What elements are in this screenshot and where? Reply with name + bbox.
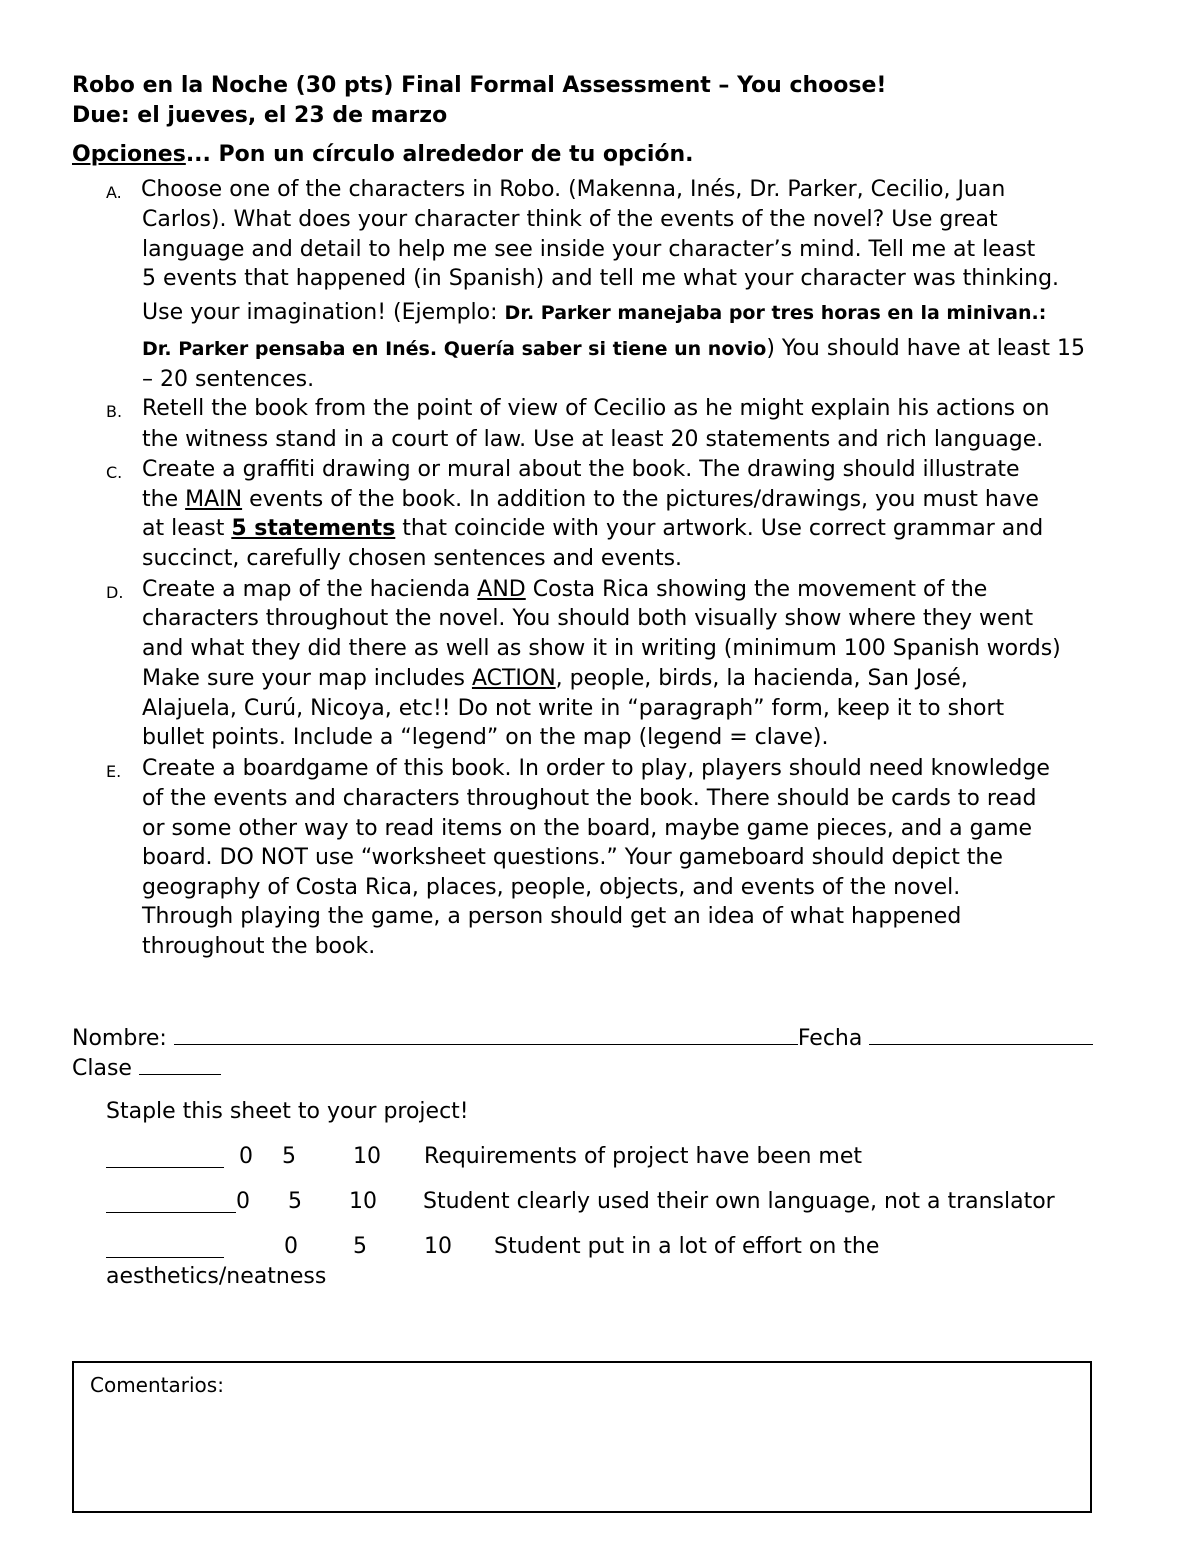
option-b-letter: B. [106, 402, 123, 421]
option-e-line: throughout the book. [142, 934, 376, 959]
option-d-letter: D. [106, 583, 124, 602]
option-b-line: the witness stand in a court of law. Use at least 20 statements and rich language. [142, 427, 1044, 452]
option-a-example-line [142, 336, 1085, 362]
option-d-line [142, 577, 987, 603]
option-d-line: bullet points. Include a “legend” on the map (legend = clave). [142, 725, 829, 750]
score-field[interactable] [106, 1237, 224, 1258]
rubric-criterion: Student put in a lot of effort on the [494, 1234, 880, 1259]
option-e-letter: E. [106, 762, 122, 781]
option-c-line [142, 487, 1039, 513]
option-a-line: – 20 sentences. [142, 367, 315, 392]
class-field[interactable] [139, 1054, 221, 1075]
option-d-line: Alajuela, Curú, Nicoya, etc!! Do not write in “paragraph” form, keep it to short [142, 696, 1005, 721]
options-instruction-text: ... Pon un círculo alrededor de tu opción. [185, 142, 694, 167]
option-c-line: Create a graffiti drawing or mural about the book. The drawing should illustrate [142, 457, 1020, 482]
option-a-line: Choose one of the characters in Robo. (Makenna, Inés, Dr. Parker, Cecilio, Juan [141, 177, 1006, 202]
option-e-line: Create a boardgame of this book. In order to play, players should need knowledge [142, 756, 1050, 781]
option-a-example-line [142, 300, 1046, 326]
option-e-line: geography of Costa Rica, places, people, objects, and events of the novel. [142, 875, 961, 900]
option-d-text: Create a map of the hacienda [142, 577, 478, 602]
option-d-line [142, 666, 968, 692]
option-e-line: or some other way to read items on the board, maybe game pieces, and a game [142, 816, 1033, 841]
option-d-line: and what they did there as well as show it in writing (minimum 100 Spanish words) [142, 636, 1061, 661]
class-label: Clase [72, 1056, 139, 1081]
options-instruction [72, 142, 694, 168]
date-field[interactable] [869, 1024, 1093, 1045]
option-a-line: Carlos). What does your character think of the events of the novel? Use great [142, 207, 998, 232]
options-heading: Opciones [72, 142, 186, 167]
score-option-0: 0 [284, 1234, 298, 1259]
rubric-criterion: Requirements of project have been met [424, 1144, 863, 1169]
option-c-text: the [142, 487, 186, 512]
class-row [72, 1054, 221, 1082]
rubric-criterion-continued: aesthetics/neatness [106, 1264, 327, 1289]
score-option-0: 0 [236, 1189, 250, 1214]
score-option-10: 10 [424, 1234, 452, 1259]
option-d-text: Costa Rica showing the movement of the [525, 577, 988, 602]
score-option-0: 0 [239, 1144, 253, 1169]
option-c-text: at least [142, 516, 232, 541]
option-d-line: characters throughout the novel. You should both visually show where they went [142, 606, 1034, 631]
option-c-text: that coincide with your artwork. Use correct grammar and [395, 516, 1044, 541]
option-c-statements-emphasis: 5 statements [231, 516, 396, 541]
option-b-line: Retell the book from the point of view of Cecilio as he might explain his actions on [142, 396, 1050, 421]
option-a-example-handwritten: Dr. Parker pensaba en Inés. Quería saber si tiene un novio [142, 338, 767, 360]
option-a-line: language and detail to help me see inside your character’s mind. Tell me at least [142, 237, 1036, 262]
name-field[interactable] [174, 1024, 798, 1045]
option-a-letter: A. [106, 183, 122, 202]
option-e-line: of the events and characters throughout the book. There should be cards to read [142, 786, 1037, 811]
name-label: Nombre: [72, 1026, 174, 1051]
score-option-10: 10 [353, 1144, 381, 1169]
option-c-text: events of the book. In addition to the pictures/drawings, you must have [242, 487, 1039, 512]
name-date-row [72, 1024, 1093, 1052]
option-d-and-emphasis: AND [477, 577, 526, 602]
option-d-text: , people, birds, la hacienda, San José, [555, 666, 968, 691]
comments-label: Comentarios: [90, 1373, 224, 1397]
option-a-example-intro: Use your imagination! (Ejemplo: [142, 300, 505, 325]
due-date: Due: el jueves, el 23 de marzo [72, 103, 448, 128]
score-field[interactable] [106, 1192, 236, 1213]
rubric-criterion: Student clearly used their own language, not a translator [423, 1189, 1055, 1214]
option-c-main-emphasis: MAIN [185, 487, 243, 512]
option-c-line: succinct, carefully chosen sentences and events. [142, 546, 683, 571]
option-e-line: Through playing the game, a person should get an idea of what happened [142, 904, 962, 929]
option-c-letter: C. [106, 463, 123, 482]
date-label: Fecha [797, 1026, 870, 1051]
staple-instruction: Staple this sheet to your project! [106, 1099, 469, 1124]
score-option-10: 10 [349, 1189, 377, 1214]
comments-box[interactable] [72, 1361, 1092, 1513]
option-a-example-outro: ) You should have at least 15 [766, 336, 1085, 361]
option-a-example-handwritten: Dr. Parker manejaba por tres horas en la minivan.: [504, 302, 1047, 324]
option-d-action-emphasis: ACTION [471, 666, 556, 691]
option-e-line: board. DO NOT use “worksheet questions.” Your gameboard should depict the [142, 845, 1003, 870]
score-option-5: 5 [353, 1234, 367, 1259]
score-option-5: 5 [288, 1189, 302, 1214]
option-c-line [142, 516, 1043, 542]
score-option-5: 5 [282, 1144, 296, 1169]
option-d-text: Make sure your map includes [142, 666, 472, 691]
score-field[interactable] [106, 1147, 224, 1168]
option-a-line: 5 events that happened (in Spanish) and tell me what your character was thinking. [142, 266, 1060, 291]
page-title: Robo en la Noche (30 pts) Final Formal Assessment – You choose! [72, 73, 887, 98]
